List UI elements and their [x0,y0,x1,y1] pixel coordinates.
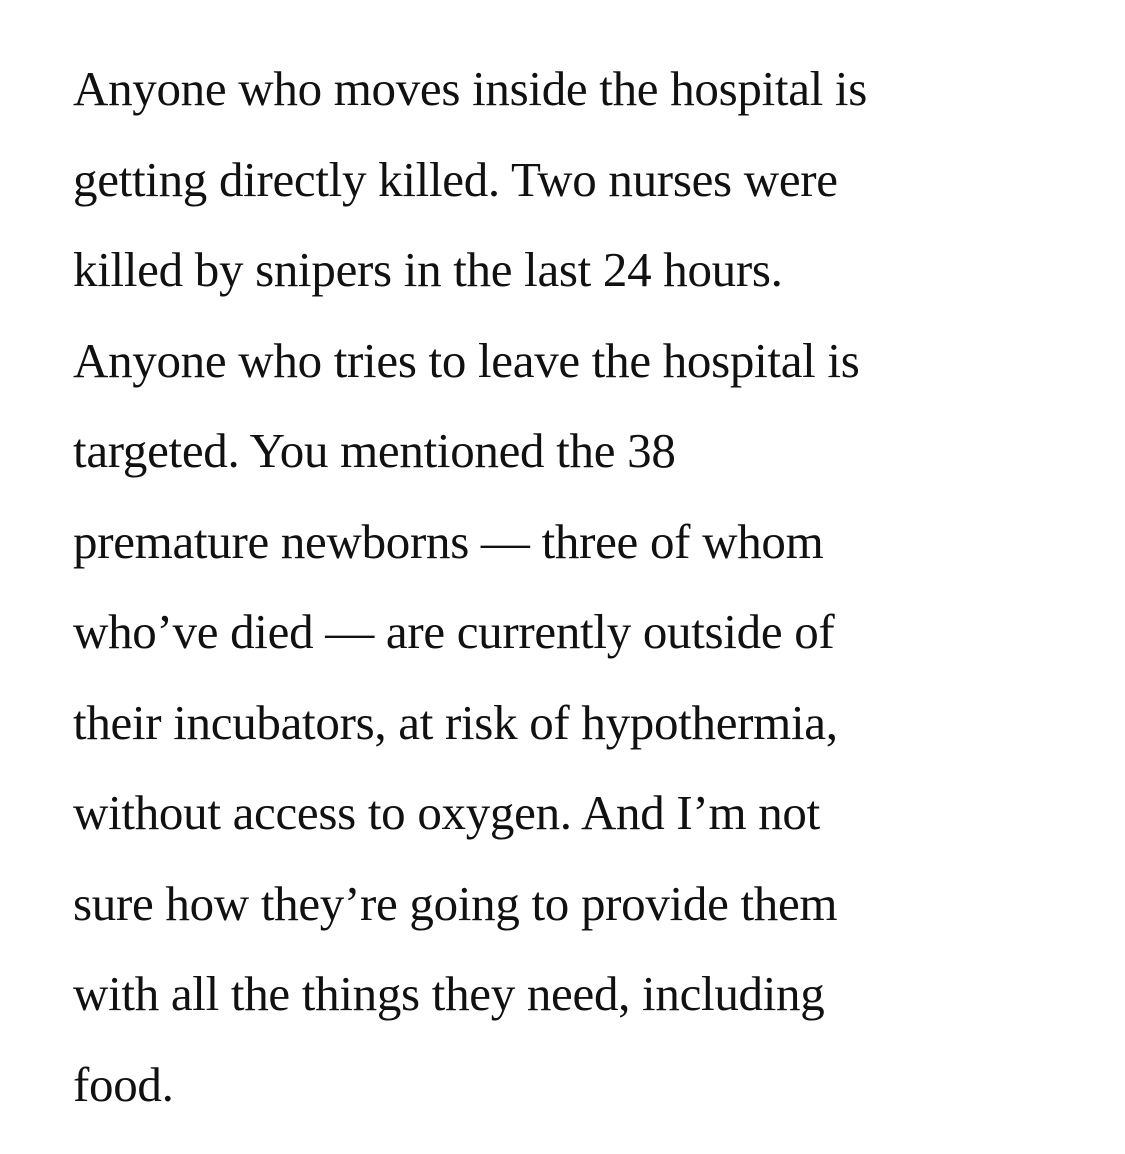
quote-line: premature newborns — three of whom [73,513,824,569]
quote-line: Anyone who moves inside the hospital is [73,61,868,116]
quote-line: their incubators, at risk of hypothermia, [73,694,838,750]
quote-line: Anyone who tries to leave the hospital is [73,332,860,388]
quote-line: who’ve died — are currently outside of [73,604,835,659]
quote-line: with all the things they need, including [73,966,825,1021]
quote-text [73,44,1093,1130]
quote-line: food. [73,1056,174,1112]
quote-line: killed by snipers in the last 24 hours. [73,242,783,297]
quote-line: getting directly killed. Two nurses were [73,151,838,207]
quote-line: sure how they’re going to provide them [73,875,838,931]
quote-line: targeted. You mentioned the 38 [73,423,676,478]
quote-line: without access to oxygen. And I’m not [73,785,820,840]
